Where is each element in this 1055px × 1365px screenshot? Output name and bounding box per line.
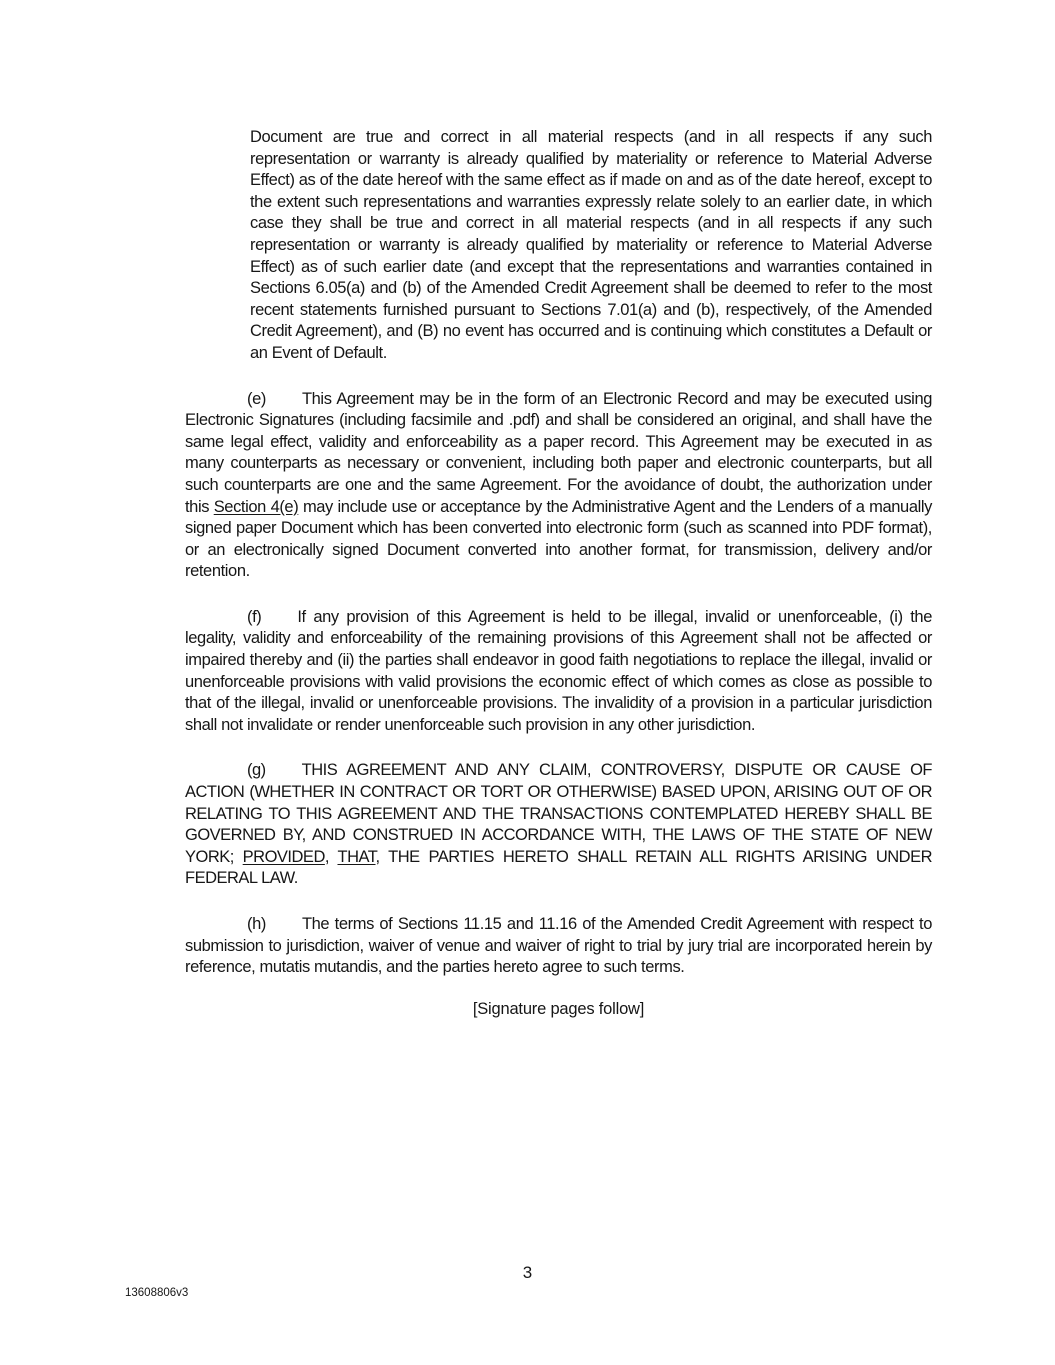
provided-term: PROVIDED — [242, 847, 325, 866]
paragraph-f-text: If any provision of this Agreement is held to be illegal, invalid or unenforceable, (i) the legality, validity and enforceability of the remaining provisions of this Agreement shall not be affected or impaired thereby and (ii) the parties shall endeavor in good faith negotiations to replace the illegal, invalid or unenforceable provisions with valid provisions the economic effect of which comes as close as possible to that of the illegal, invalid or unenforceable provisions. The invalidity of a provision in a particular jurisdiction shall not invalidate or render unenforceable such provision in any other jurisdiction. — [185, 607, 932, 734]
paragraph-h — [185, 914, 932, 979]
continuation-paragraph: Document are true and correct in all material respects (and in all respects if any such representation or warranty is already qualified by materiality or reference to Material Adverse Effect) as of the date hereof with the same effect as if made on and as of the date hereof, except to the extent such representations and warranties expressly relate solely to an earlier date, in which case they shall be true and correct in all material respects (and in all respects if any such representation or warranty is already qualified by materiality or reference to Material Adverse Effect) as of such earlier date (and except that the representations and warranties contained in Sections 6.05(a) and (b) of the Amended Credit Agreement shall be deemed to refer to the most recent statements furnished pursuant to Sections 7.01(a) and (b), respectively, of the Amended Credit Agreement), and (B) no event has occurred and is continuing which constitutes a Default or an Event of Default. — [250, 128, 932, 362]
page-number: 3 — [522, 1263, 533, 1282]
paragraph-f — [185, 607, 932, 737]
paragraph-h-label: (h) — [247, 915, 266, 933]
paragraph-g-text-before: THIS AGREEMENT AND ANY CLAIM, CONTROVERSY, DISPUTE OR CAUSE OF ACTION (WHETHER IN CONTRACT OR TORT OR OTHERWISE) BASED UPON, ARISING OUT OF OR RELATING TO THIS AGREEMENT AND THE TRANSACTIONS CONTEMPLATED HEREBY SHALL BE GOVERNED BY, AND CONSTRUED IN ACCORDANCE WITH, THE LAWS OF THE STATE OF NEW YORK; — [185, 761, 932, 866]
that-term: THAT — [337, 847, 376, 866]
page-body — [185, 127, 932, 1020]
paragraph-e-text-before: This Agreement may be in the form of an Electronic Record and may be executed using Electronic Signatures (including facsimile and .pdf) and shall be considered an original, and shall have the same legal effect, validity and enforceability as a paper record. This Agreement may be executed in as many counterparts as necessary or convenient, including both paper and electronic counterparts, but all such counterparts are one and the same Agreement. For the avoidance of doubt, the authorization under this — [185, 389, 932, 516]
paragraph-e — [185, 389, 932, 583]
document-id-footer: 13608806v3 — [125, 1287, 189, 1299]
paragraph-g-text-mid: , — [324, 847, 338, 866]
paragraph-f-label: (f) — [247, 607, 262, 626]
section-4e-reference: Section 4(e) — [213, 497, 299, 516]
paragraph-e-label: (e) — [247, 389, 266, 408]
paragraph-h-text: The terms of Sections 11.15 and 11.16 of the Amended Credit Agreement with respect to submission to jurisdiction, waiver of venue and waiver of right to trial by jury trial are incorporated herein by reference, mutatis mutandis, and the parties hereto agree to such terms. — [185, 915, 932, 977]
paragraph-e-text-after: may include use or acceptance by the Administrative Agent and the Lenders of a manually signed paper Document which has been converted into electronic form (such as scanned into PDF format), or an electronically signed Document converted into another format, for transmission, delivery and/or retention. — [185, 497, 932, 581]
signature-pages-note: [Signature pages follow] — [472, 999, 645, 1018]
paragraph-g — [185, 760, 932, 890]
paragraph-g-text-after: , THE PARTIES HERETO SHALL RETAIN ALL RIGHTS ARISING UNDER FEDERAL LAW. — [185, 847, 932, 888]
paragraph-g-label: (g) — [247, 761, 266, 780]
